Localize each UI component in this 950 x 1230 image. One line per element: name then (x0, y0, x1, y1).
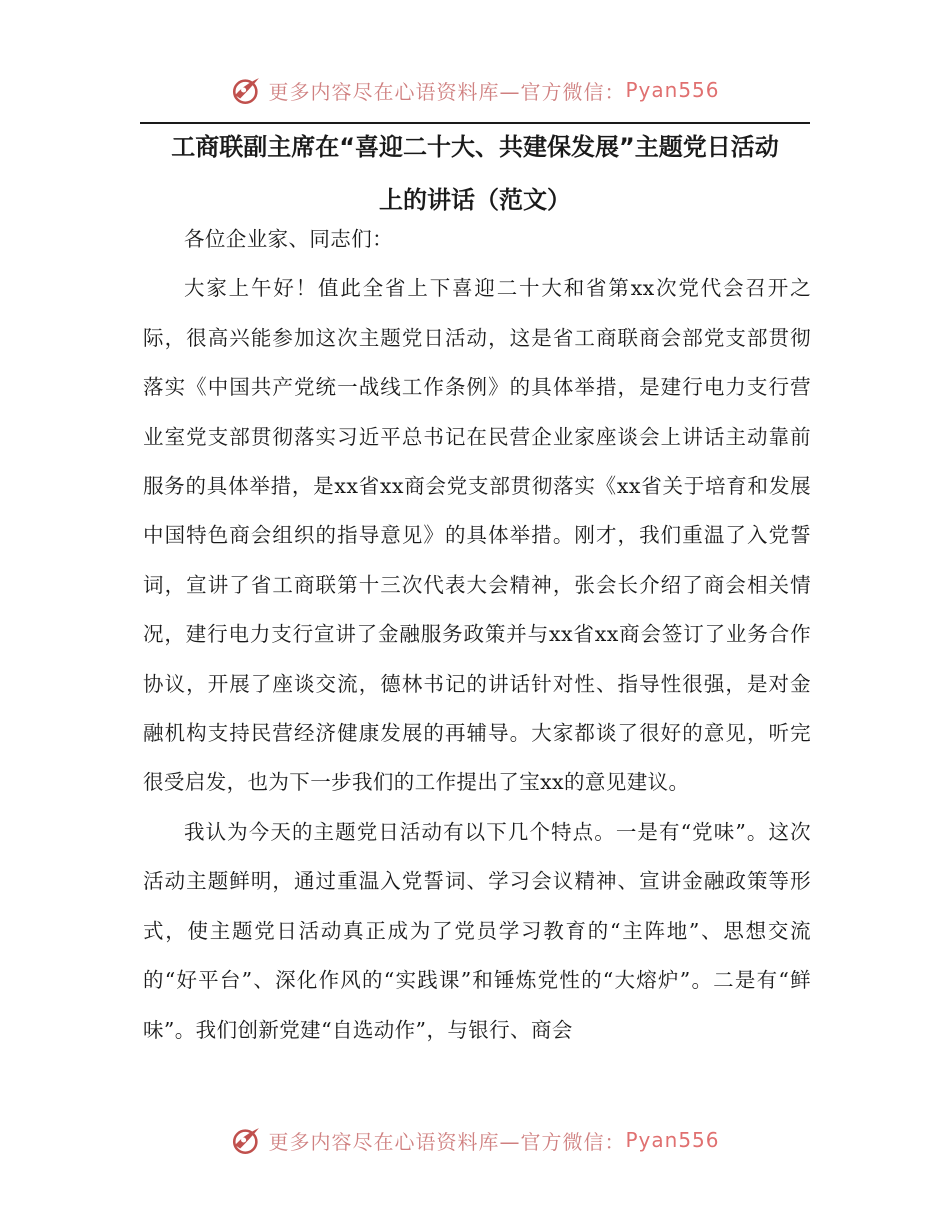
pen-logo-icon (230, 1123, 264, 1157)
header-banner-text: 更多内容尽在心语资料库—官方微信： (268, 79, 626, 104)
paragraph-salutation: 各位企业家、同志们： (184, 227, 393, 251)
document-body (143, 215, 811, 1055)
footer-watermark-banner (0, 1120, 950, 1160)
header-divider (140, 122, 810, 124)
footer-wechat-id: Pyan556 (625, 1128, 720, 1152)
footer-banner-text: 更多内容尽在心语资料库—官方微信： (268, 1129, 626, 1154)
paragraph: 我认为今天的主题党日活动有以下几个特点。一是有“党味”。这次活动主题鲜明，通过重温入党誓词、学习会议精神、宣讲金融政策等形式，使主题党日活动真正成为了党员学习教育的“主阵地”、思想交流的“好平台”、深化作风的“实践课”和锤炼党性的“大熔炉”。二是有“鲜味”。我们创新党建“自选动作”，与银行、商会 (143, 819, 811, 1042)
pen-logo-icon (230, 73, 264, 107)
page-title-line-1: 工商联副主席在“喜迎二十大、共建保发展”主题党日活动 (171, 133, 779, 161)
page-title-line-2: 上的讲话（范文） (379, 186, 571, 214)
header-wechat-id: Pyan556 (625, 78, 720, 102)
paragraph: 大家上午好！值此全省上下喜迎二十大和省第xx次党代会召开之际，很高兴能参加这次主题党日活动，这是省工商联商会部党支部贯彻落实《中国共产党统一战线工作条例》的具体举措，是建行电力支行营业室党支部贯彻落实习近平总书记在民营企业家座谈会上讲话主动靠前服务的具体举措，是xx省xx商会党支部贯彻落实《xx省关于培育和发展中国特色商会组织的指导意见》的具体举措。刚才，我们重温了入党誓词，宣讲了省工商联第十三次代表大会精神，张会长介绍了商会相关情况，建行电力支行宣讲了金融服务政策并与xx省xx商会签订了业务合作协议，开展了座谈交流，德林书记的讲话针对性、指导性很强，是对金融机构支持民营经济健康发展的再辅导。大家都谈了很好的意见，听完很受启发，也为下一步我们的工作提出了宝xx的意见建议。 (143, 276, 811, 795)
header-watermark-banner (0, 70, 950, 110)
